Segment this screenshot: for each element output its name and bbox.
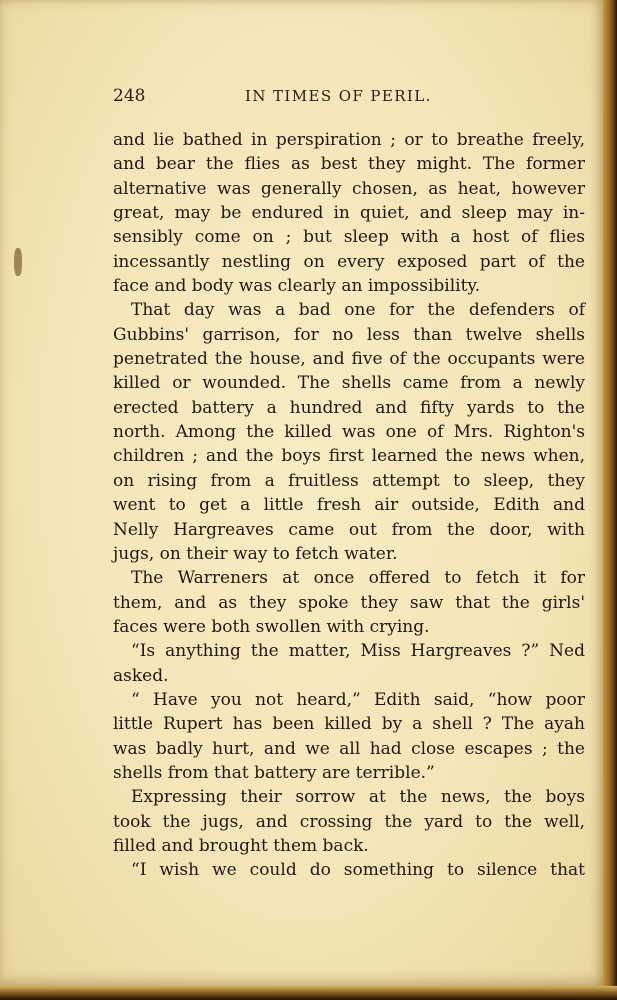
- text-line: The Warreners at once offered to fetch it for: [131, 568, 585, 589]
- running-title: IN TIMES OF PERIL.: [245, 87, 432, 105]
- text-line: jugs, on their way to fetch water.: [113, 543, 398, 564]
- text-line: Expressing their sorrow at the news, the boys: [131, 787, 585, 808]
- text-line: alternative was generally chosen, as heat, however: [113, 178, 585, 199]
- text-line: great, may be endured in quiet, and sleep may in-: [113, 203, 585, 224]
- text-line: little Rupert has been killed by a shell ? The ayah: [113, 714, 585, 735]
- text-line: took the jugs, and crossing the yard to the well,: [113, 811, 585, 832]
- text-line: “ Have you not heard,” Edith said, “how poor: [131, 689, 585, 710]
- text-line: on rising from a fruitless attempt to sleep, they: [113, 470, 585, 491]
- text-line: filled and brought them back.: [113, 835, 369, 856]
- text-line: went to get a little fresh air outside, Edith and: [113, 495, 585, 516]
- text-line: children ; and the boys first learned the news when,: [113, 446, 585, 467]
- text-line: killed or wounded. The shells came from a newly: [113, 373, 585, 394]
- text-line: face and body was clearly an impossibility.: [113, 276, 481, 297]
- text-line: shells from that battery are terrible.”: [113, 762, 435, 783]
- text-line: “I wish we could do something to silence that: [131, 860, 585, 881]
- text-line: erected battery a hundred and fifty yards to the: [113, 397, 585, 418]
- text-line: “Is anything the matter, Miss Hargreaves ?” Ned: [131, 641, 585, 662]
- page-stain: [14, 248, 22, 276]
- text-line: incessantly nestling on every exposed part of the: [113, 251, 585, 272]
- text-line: was badly hurt, and we all had close escapes ; the: [113, 738, 585, 759]
- page-number: 248: [113, 86, 146, 106]
- text-line: sensibly come on ; but sleep with a host of flies: [113, 227, 585, 248]
- text-line: north. Among the killed was one of Mrs. Righton's: [113, 422, 585, 443]
- body-text: [113, 128, 585, 883]
- text-line: them, and as they spoke they saw that the girls': [113, 592, 585, 613]
- page-bottom-edge: [0, 986, 617, 1000]
- text-line: Nelly Hargreaves came out from the door, with: [113, 519, 585, 540]
- text-line: faces were both swollen with crying.: [113, 616, 430, 637]
- text-line: Gubbins' garrison, for no less than twelve shells: [113, 324, 585, 345]
- text-line: and bear the flies as best they might. The former: [113, 154, 585, 175]
- text-line: penetrated the house, and five of the occupants were: [113, 349, 585, 370]
- text-line: and lie bathed in perspiration ; or to breathe freely,: [113, 130, 585, 150]
- page-right-edge: [603, 0, 617, 1000]
- page-header: [113, 86, 585, 110]
- text-line: asked.: [113, 665, 169, 686]
- text-line: That day was a bad one for the defenders of: [131, 300, 585, 321]
